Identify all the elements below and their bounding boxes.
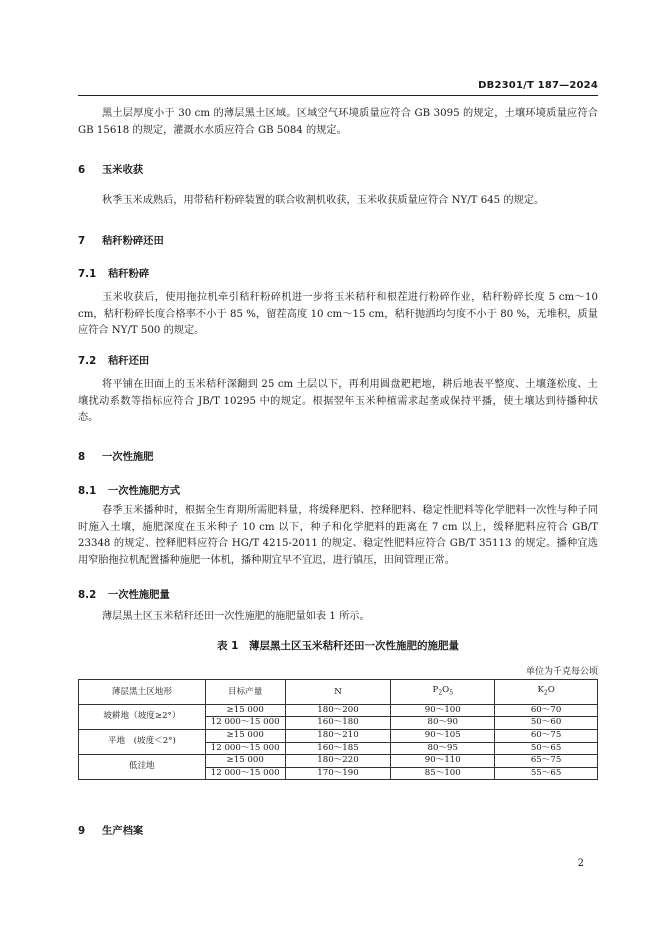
section-9-title: 生产档案 [102, 825, 144, 837]
header-n: N [285, 680, 391, 705]
table-title: 表 1 薄层黑土区玉米秸秆还田一次性施肥的施肥量 [217, 640, 459, 652]
n-cell: 160～180 [285, 717, 391, 730]
table-unit: 单位为千克每公顷 [525, 667, 598, 677]
section-7-title: 秸秆粉碎还田 [102, 235, 164, 247]
p-cell: 90～110 [391, 755, 495, 768]
land-cell: 平地 (坡度＜2°) [79, 729, 206, 754]
section-7-2-number: 7.2 [78, 355, 97, 367]
section-9-number: 9 [78, 825, 86, 837]
k-cell: 55～65 [495, 767, 598, 780]
section-7-2-heading [78, 352, 149, 367]
table-row [79, 704, 598, 717]
n-cell: 180～210 [285, 729, 391, 742]
fertilizer-table [78, 679, 598, 780]
section-8-1-number: 8.1 [78, 485, 97, 497]
section-9-heading [78, 822, 143, 837]
section-7-1-heading [78, 265, 149, 280]
k-cell: 50～65 [495, 742, 598, 755]
yield-cell: ≥15 000 [205, 729, 285, 742]
section-8-1-paragraph: 春季玉米播种时，根据全生育期所需肥料量，将缓释肥料、控释肥料、稳定性肥料等化学肥料一次性与种子同时施入土壤，施肥深度在玉米种子 10 cm 以下，种子和化学肥料的距离在 7 cm 以上，缓释肥料应符合 GB/T 23348 的规定、控释肥料应符合 HG/T 4215-2011 的规定、稳定性肥料应符合 GB/T 35113 的规定。播种宜选用窄胎拖拉机配置播种施肥一体机，播种期宜早不宜迟，进行镇压，田间管理正常。 [78, 505, 598, 566]
n-cell: 180～200 [285, 704, 391, 717]
table-header-row [79, 680, 598, 705]
section-8-2-paragraph: 薄层黑土区玉米秸秆还田一次性施肥的施肥量如表 1 所示。 [102, 611, 370, 622]
section-7-2-paragraph: 将平铺在田面上的玉米秸秆深翻到 25 cm 土层以下，再利用圆盘耙耙地，耕后地表平整度、土壤蓬松度、土壤扰动系数等指标应符合 JB/T 10295 中的规定。根据翌年玉米种植需求起垄或保持平播，使土壤达到待播种状态。 [78, 379, 598, 423]
section-8-1-title: 一次性施肥方式 [108, 485, 181, 497]
p-cell: 85～100 [391, 767, 495, 780]
p-cell: 90～105 [391, 729, 495, 742]
section-7-1-paragraph: 玉米收获后，使用拖拉机牵引秸秆粉碎机进一步将玉米秸秆和根茬进行粉碎作业，秸秆粉碎长度 5 cm～10 cm，秸秆粉碎长度合格率不小于 85 %，留茬高度 10 cm～15 cm，秸秆抛洒均匀度不小于 80 %，无堆积，质量应符合 NY/T 500 的规定。 [78, 292, 598, 336]
yield-cell: ≥15 000 [205, 755, 285, 768]
header-yield: 目标产量 [205, 680, 285, 705]
page-number: 2 [577, 858, 584, 869]
table-row [79, 755, 598, 768]
land-cell: 低洼地 [79, 755, 206, 780]
land-cell: 坡耕地（坡度≥2°） [79, 704, 206, 729]
section-6-heading [78, 161, 143, 176]
p-cell: 80～90 [391, 717, 495, 730]
section-6-paragraph: 秋季玉米成熟后，用带秸秆粉碎装置的联合收割机收获，玉米收获质量应符合 NY/T 645 的规定。 [102, 195, 545, 206]
yield-cell: 12 000～15 000 [205, 742, 285, 755]
section-6-title: 玉米收获 [102, 164, 144, 176]
n-cell: 180～220 [285, 755, 391, 768]
n-cell: 170～190 [285, 767, 391, 780]
k-cell: 50～60 [495, 717, 598, 730]
section-7-2-title: 秸秆还田 [108, 355, 150, 367]
header-p2o5: $P_2O_5$ [391, 680, 495, 705]
yield-cell: ≥15 000 [205, 704, 285, 717]
section-8-number: 8 [78, 451, 86, 463]
section-7-number: 7 [78, 235, 86, 247]
n-cell: 160～185 [285, 742, 391, 755]
section-8-2-number: 8.2 [78, 589, 97, 601]
section-8-title: 一次性施肥 [102, 451, 154, 463]
document-id: DB2301/T 187—2024 [478, 80, 598, 91]
section-8-2-title: 一次性施肥量 [108, 589, 170, 601]
section-8-2-heading [78, 586, 170, 601]
table-row [79, 729, 598, 742]
yield-cell: 12 000～15 000 [205, 767, 285, 780]
intro-paragraph: 黑土层厚度小于 30 cm 的薄层黑土区域。区域空气环境质量应符合 GB 3095 的规定，土壤环境质量应符合 GB 15618 的规定，灌溉水水质应符合 GB 5084 的规定。 [78, 108, 598, 136]
section-7-1-number: 7.1 [78, 268, 97, 280]
section-6-number: 6 [78, 164, 86, 176]
section-7-1-title: 秸秆粉碎 [108, 268, 150, 280]
p-cell: 90～100 [391, 704, 495, 717]
p-cell: 80～95 [391, 742, 495, 755]
header-rule [78, 95, 598, 96]
section-8-1-heading [78, 482, 180, 497]
k-cell: 60～70 [495, 704, 598, 717]
k-cell: 60～75 [495, 729, 598, 742]
section-8-heading [78, 448, 153, 463]
header-land: 薄层黑土区地形 [79, 680, 206, 705]
k-cell: 65～75 [495, 755, 598, 768]
yield-cell: 12 000～15 000 [205, 717, 285, 730]
header-k2o: $K_2O$ [495, 680, 598, 705]
section-7-heading [78, 232, 164, 247]
